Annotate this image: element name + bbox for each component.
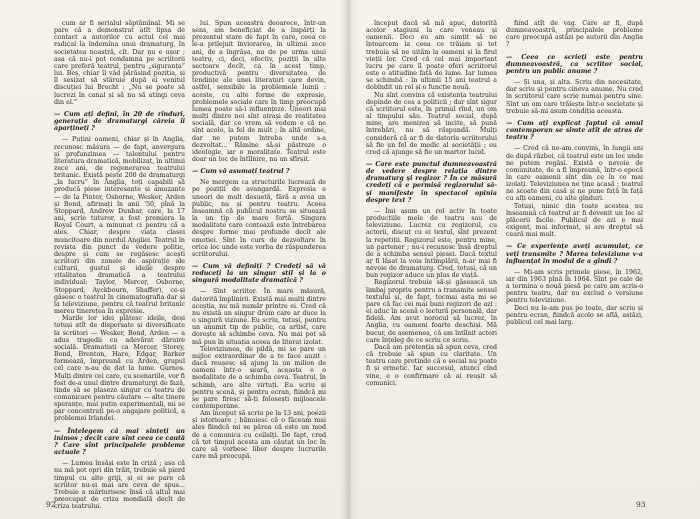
paragraph: — Și una, și alta. Scriu din necesitate, dar scriu și pentru cineva anume. Nu cred în scriitorul care scrie numai pentru sine. Sînt un om care trăiește într-o societate și trebuie să-mi asum condiția aceasta. xyxy=(506,79,643,115)
right-page-column-2 xyxy=(506,20,643,498)
interview-question: — Ceea ce scrieți este pentru dumneavoastră, ca scriitor social, pentru un public anume ? xyxy=(506,53,643,75)
paragraph: — Mi-am scris primele piese, în 1962, iar din 1963 pînă în 1964. Sînt pe cale de a termina o nouă piesă pe care am scris-o pentru teatru, dar nu exclud o versiune pentru televiziune. xyxy=(506,268,643,305)
page-number-right: 93 xyxy=(636,500,646,509)
paragraph: Regizorul trebuie să-și găsească un limbaj propriu pentru a transmite sensul textului și, de fapt, tocmai asta mi se pare că fac cei mai buni regizori de azi : ei aduc în scenă o lectură personală, dar fidelă. Am avut norocul să lucrez, în Anglia, cu oameni foarte deschiși. Mă bucur, de asemenea, că am întîlnit actori care înțeleg de ce scriu ce scriu. xyxy=(366,279,497,344)
interview-question: — Cum ați explicat faptul că omul contemporan se simte atît de atras de teatru ? xyxy=(506,119,643,142)
right-page xyxy=(350,0,700,519)
paragraph: Nu sînt convins că existența teatrului depinde de cea a politicii ; dar sînt sigur că scriitorul este, în primul rînd, un om al timpului său. Teatrul social, după mine, are menirea să incite, să pună întrebări, nu să răspundă. Mulți consideră că ar fi de datoria scriitorului să fie un fel de medic al societății ; eu cred că ajunge să fie un martor lucid. xyxy=(366,91,497,156)
paragraph: — Sînt scriitor. În mare măsură, datorită împlinirii. Există mai mulți dintre aceștia, nu mă număr printre ei. Cred că nu există un singur drum care ar duce la o singură viziune. Eu scriu, totuși, pentru un anumit tip de public, ca artist, care dorește să schimbe ceva. Nu mai pot să mă pun în situația aceea de literat izolat. xyxy=(192,288,326,346)
interview-question: — Cum vă definiți ? Credeți să vă reduceți la un singur stil și la o singură modalitate dramatică ? xyxy=(192,263,326,285)
left-page-column-2 xyxy=(192,20,326,498)
paragraph: Televiziunea, de pildă, mi se pare un mijloc extraordinar de a te face auzit : dacă reușesc să ajung la un milion de oameni într-o seară, aceasta e o modalitate de a schimba ceva. Teatrul, în schimb, are alte virtuți. Eu scriu și pentru scenă, și pentru ecran, fiindcă mi se pare firesc să-ți folosești mijloacele contemporane. xyxy=(192,345,326,410)
paragraph: Ne mergem ca structurile lucrează de pe poziții de avangardă. Expresia e uneori de mult desuetă, fără a avea un public, nu și pentru teatru. Aceea înseamnă că publicul nostru se situează la un tip de mare forță. Singura modalitate care contează este întrebarea despre forme mai profunde decît ale emoției. Sînt în curs de dezvoltare în orice loc unde este vorba de răspunderea scriitorului. xyxy=(192,179,326,258)
paragraph: Marile lor idei plătesc ideile, deși totuși atît de dispersate și diversificate la scriitori — Wesker, Bond, Arden — a adus tragedii cu adevărat dăruire socială. Dramatisti ca Mercer, Storey, Bond, Brenton, Hare, Edgar, Barker formează, împreună cu Arden, grupul cel care n-au de dat la lume. Gurnos. Mulți dintre cei care, cu scenariile, vor fi fost de-a unul dintre dramaturgi de fază, tinde să se plaseze singur cu teatru de comunicare pentru căutare — alte tinere speranțe, mai puțin experimentali, mi se par concentrați pe-o angajare politică, a problemei Irlandei. xyxy=(54,315,185,423)
interview-question: — Cum ați defini, în 20 de rînduri, generația de dramaturgi căreia îi aparțineți ? xyxy=(54,110,185,133)
paragraph: — Puțini oameni, chiar și în Anglia, recunosc măsura — de fapt, anvergura și profunzimea — talentului pentru literatura dramatică, mobilizat, în ultimii zece ani, de regenerarea teatrului britanic. Există peste 200 de dramaturgi „la lucru” în Anglia, toți capabili să producă piese interesante și amuzante — de la Pinter, Osborne, Wesker, Arden și Bond, afirmați în anii '50, pînă la Stoppard, Andrew Dunbar, care, la 17 ani, scrie tuturor, a fost premiera la Royal Court, a minunat ci pentru că a ales. Chiar, despre viața clasei muncitoare din nordul Angliei. Teatrul în revista din punct de vedere politic, despre și cum se regăsesc acești scriitori din zonele de aspirație ale culturii, gustul și ideile despre vitalitatea dramatică a teatrului individual: Taylor, Mercer, Osborne, Stoppard, Ayckbourn, Shaffer), ce-și găsesc o teatrul în cinematografia dar și la televiziune, pentru că teatrul britanic mereu tinerețea în expresie. xyxy=(54,136,185,316)
paragraph: fiind atît de vag. Care ar fi, după dumneavoastră, principalele probleme care preocupă astăzi pe autorii din Anglia ? xyxy=(506,20,643,49)
interview-question: — Care este punctul dumneavoastră de vedere despre relația dintre dramaturg și regizor ? În ce măsură credeți că e permisă regizorului să-și manifeste în spectacol opinia despre text ? xyxy=(366,160,497,204)
paragraph: cum ar fi serialul săptămînal. Mi se pare că a demonstrat atît lipsa de contact a autorilor cu actul cel mai radical la îndemîna unui dramaturg, în societatea noastră, cît. Dar nu e ușor ; asa că nu-i pot condamna pe scriitorii care preferă teatrul, pentru „siguranța” lui. Beș, chiar îl văd părăsind poziția, și îl sesizat să stăruie după ei venitul discuției lui Brecht : „Nu se poate să lucrezi în canal și să nu să atingi ceva din el.” xyxy=(54,20,185,106)
paragraph: — Îmi asum un rol activ în toate producțiile mele de teatru sau de televiziune. Lucrez cu regizorul, cu actorii, discut cu ei textul, sînt prezent la repetiții. Regizorul este, pentru mine, un partener ; nu-i recunosc însă dreptul de a schimba sensul piesei. Dacă textul ar fi lăsat la voia întîmplării, n-ar mai fi nevoie de dramaturg. Cred, totuși, că un bun regizor aduce un plus de viață. xyxy=(366,207,497,280)
paragraph: Am început să scriu pe la 13 ani, poezii și istorioare ; bănuiesc că o făceam mai ales fiindcă mi se părea că este un mod de a comunica cu ceilalți. De fapt, cred că tot timpul acesta am căutat un loc în care să vorbesc liber despre lucrurile care mă preocupă. xyxy=(192,410,326,461)
interview-question: — Ce experiențe aveți acumulat, ce veți transmite ? Marea televiziune v-a influențat în modul de a gîndi ? xyxy=(506,243,643,265)
paragraph: lui. Spun aceastra deoarece, într-un sens, am beneficiat de a împărți la prezentul stare de fapt în care, ceea ce le-a prilejuit înviorarea, în ultimii zece ani, de a îngrășa, nu de pe urma unui teatru, ci, deci, efectiv, poziții în alte sectoare decît, ca în acest timp, productivă pentru diversitatea de tendințe ale unei literaturi care devin, astfel, sensibile la problemele lumii : aceste, cu alte forme de expresie, problemele sociale care în timp preocupă lumea poate să-i influențeze. Uneori mai mulți dintre noi sînt atrași de realitatea socială, dar ce vrem să vedem e că ne sînt acolo, la fel de mult ; în altă ordine, dar ne putem întreba unde s-a dezvoltat... Rămîne să-și păstreze o ideologie, iar o moralitate. Teatrul este doar un loc de întîlnire, nu un sfîrșit. xyxy=(192,20,326,163)
interview-question: — Înțelegem că mai sînteți un inimos ; decît care sînt ceea ce caută ? Care sînt principalele probleme actuale ? xyxy=(54,427,185,457)
paragraph: Deci nu le-am pus pe toate, dar scriu și pentru ecran, fiindcă acolo se află, astăzi, publicul cel mai larg. xyxy=(506,304,643,326)
page-number-left: 92 xyxy=(46,500,56,509)
paragraph: — Lumea însăși este în criză ; asa că nu mă pot opri din trăit, trebuie să pierd timpul cu alte griji, și ei se pare că scriitor nu-și mai are ceva de spus... Trebuie a mărturisesc însă că altul mai preocupat de criza mondială decît de criza teatrului. xyxy=(54,460,185,511)
left-page-column-1 xyxy=(54,20,185,511)
paragraph: început dacă să mă apuc, datorită acelor stagiuni la care veneau și oamenii. Deci eu am simțit să ne întoarcem la ceea ce trăiam și tot trebuia să ne uităm la oameni și la firul vieții lor. Cred că cel mai important lucru pe care îl poate oferi scriitorul este o atitudine față de lume. Iar lumea se schimbă : în ultimii 15 ani teatrul a dobîndit un rol și o funcție nouă. xyxy=(366,20,497,92)
paragraph: Dacă am pretenția să spun ceva, cred că trebuie să spun cu claritate. Un teatru care pretinde că e social nu poate fi și ermetic. Iar succesul, atunci cînd vine, e o confirmare că ai reușit să comunici. xyxy=(366,343,497,387)
interview-question: — Cum vă asumați teatrul ? xyxy=(192,168,290,176)
paragraph: Totuși, nimic din toate acestea nu înseamnă că teatrul ar fi devenit un loc al plăcerii facile. Publicul de azi e mai exigent, mai informat, și are dreptul să ceară mai mult. xyxy=(506,202,643,239)
paragraph: — Cred că ne-am convins, în lungii ani de după război, că teatrul este un loc unde ne putem regăsi. Există o nevoie de comunitate, de a fi împreună, într-o epocă în care oamenii sînt din ce în ce mai izolați. Televiziunea ne ține acasă ; teatrul ne scoate din casă și ne pune față în față cu alți oameni, cu alte gînduri. xyxy=(506,145,643,203)
right-page-column-1 xyxy=(366,20,497,498)
